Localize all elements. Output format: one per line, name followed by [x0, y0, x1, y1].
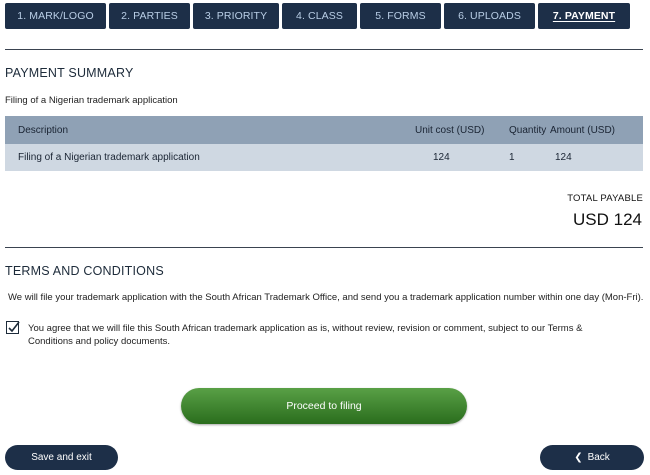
checkmark-icon	[6, 320, 21, 335]
chevron-left-icon: ❮	[574, 451, 583, 463]
terms-text: We will file your trademark application with the South African Trademark Office, and send you a trademark application number within one day (Mon-Fri).	[8, 292, 644, 303]
divider	[5, 247, 643, 248]
tab-parties[interactable]: 2. PARTIES	[109, 3, 190, 29]
agree-text: You agree that we will file this South African trademark application as is, without review, revision or comment, subject to our Terms & Conditions and policy documents.	[28, 323, 583, 347]
col-quantity: Quantity	[509, 124, 547, 136]
col-description: Description	[18, 124, 69, 136]
col-amount: Amount (USD)	[550, 124, 616, 136]
tab-mark-logo[interactable]: 1. MARK/LOGO	[5, 3, 106, 29]
row-amount: 124	[555, 152, 572, 163]
save-and-exit-button[interactable]: Save and exit	[5, 445, 118, 470]
back-label: Back	[587, 452, 610, 463]
payment-table	[5, 116, 643, 171]
divider	[5, 49, 643, 50]
terms-heading: TERMS AND CONDITIONS	[5, 264, 164, 278]
total-payable-label: TOTAL PAYABLE	[567, 193, 643, 204]
tab-priority[interactable]: 3. PRIORITY	[193, 3, 279, 29]
tab-uploads[interactable]: 6. UPLOADS	[444, 3, 535, 29]
payment-subtitle: Filing of a Nigerian trademark application	[5, 95, 178, 106]
back-button[interactable]	[540, 445, 644, 470]
agree-checkbox[interactable]	[6, 321, 19, 334]
tab-forms[interactable]: 5. FORMS	[360, 3, 441, 29]
tab-payment[interactable]: 7. PAYMENT	[538, 3, 630, 29]
total-payable-value: USD 124	[573, 210, 642, 229]
row-unit-cost: 124	[433, 152, 450, 163]
row-description: Filing of a Nigerian trademark application	[18, 152, 200, 163]
step-tabs	[5, 3, 645, 29]
payment-summary-heading: PAYMENT SUMMARY	[5, 66, 134, 80]
table-header	[5, 116, 643, 144]
table-row	[5, 144, 643, 171]
tab-class[interactable]: 4. CLASS	[282, 3, 357, 29]
col-unit-cost: Unit cost (USD)	[415, 124, 485, 136]
proceed-to-filing-button[interactable]: Proceed to filing	[181, 388, 467, 424]
row-quantity: 1	[509, 152, 515, 163]
